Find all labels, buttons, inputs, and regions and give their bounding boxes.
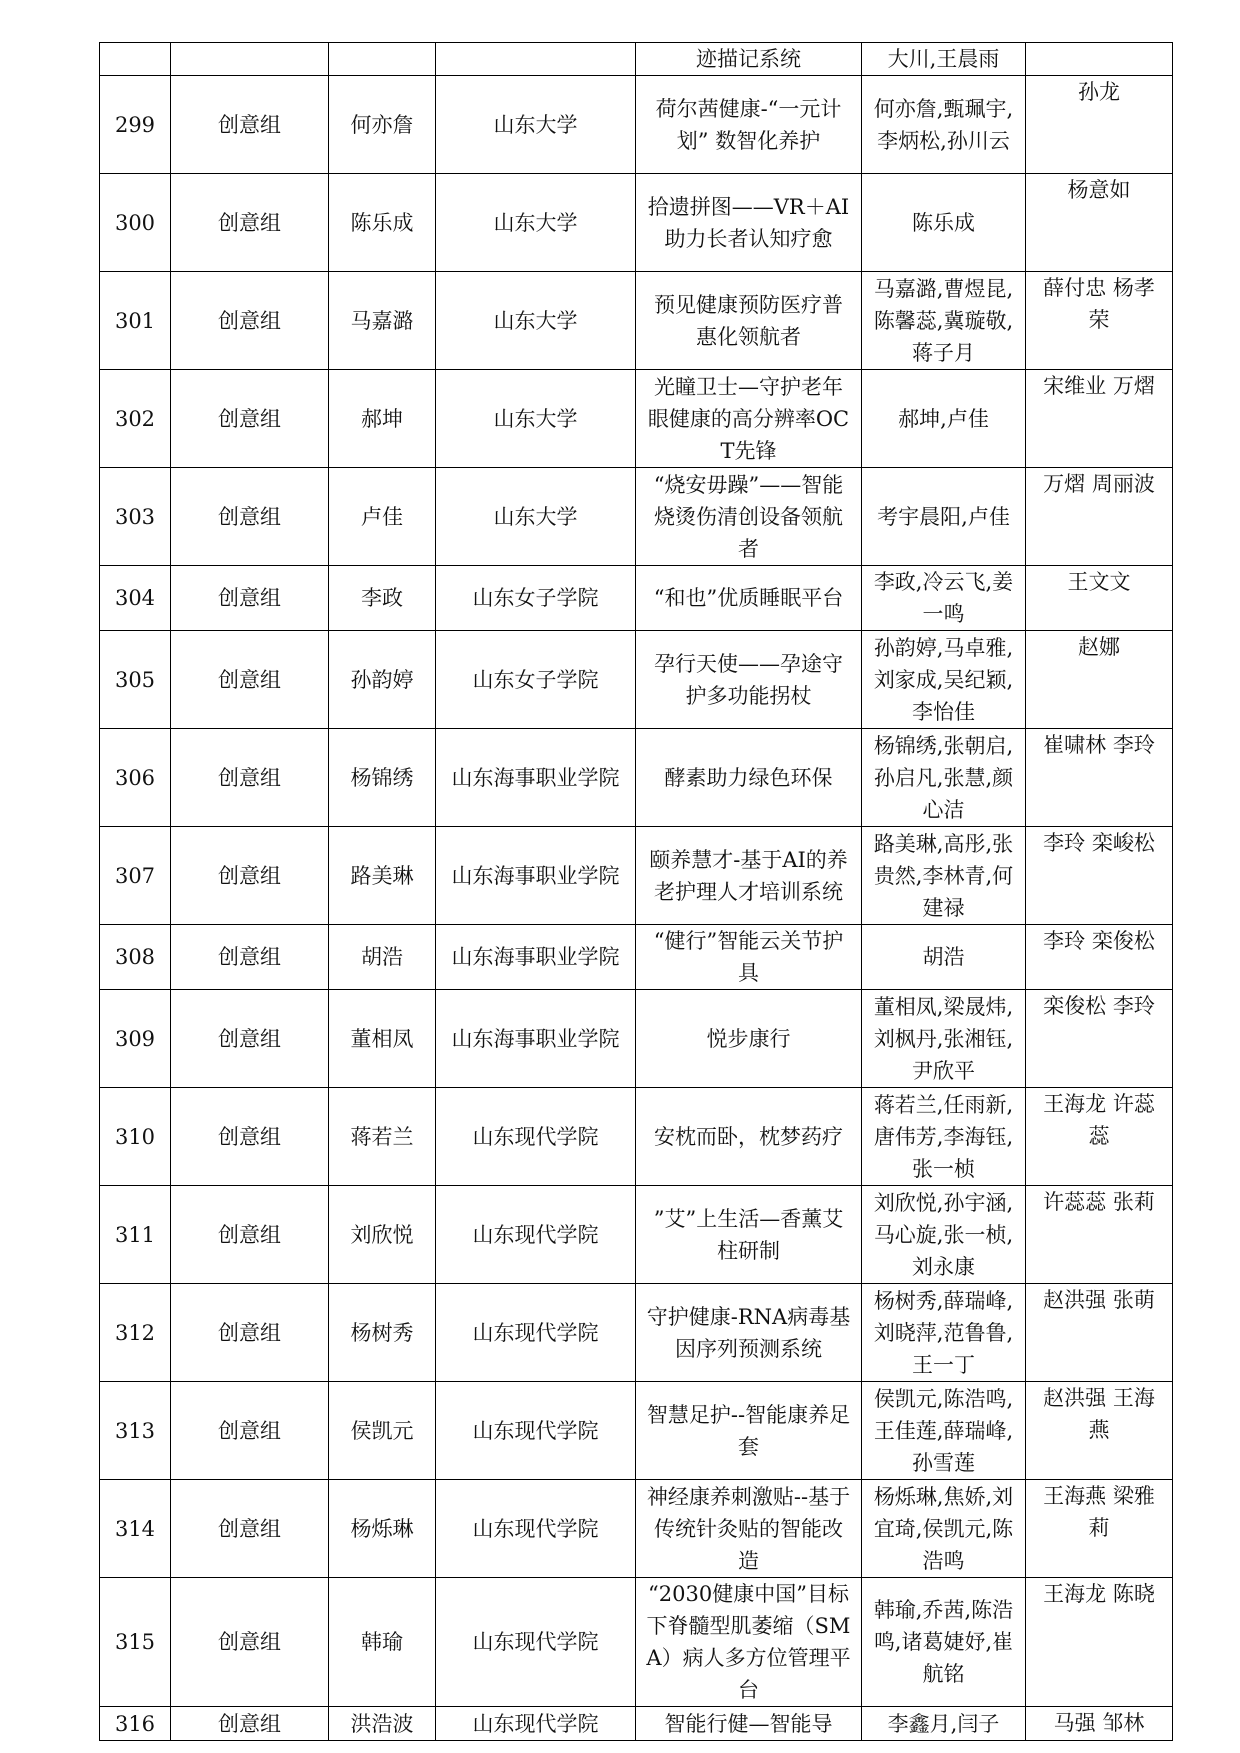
table-row [100, 1186, 1173, 1284]
cell-school: 山东现代学院 [436, 1382, 636, 1480]
cell-advisor: 李玲 栾俊松 [1026, 925, 1173, 990]
cell-project: 光瞳卫士—守护老年眼健康的高分辨率OCT先锋 [636, 370, 862, 468]
cell-school: 山东女子学院 [436, 566, 636, 631]
cell-leader: 孙韵婷 [329, 631, 436, 729]
cell-no: 304 [100, 566, 171, 631]
cell-school: 山东大学 [436, 174, 636, 272]
cell-group: 创意组 [171, 468, 329, 566]
table-row [100, 1284, 1173, 1382]
cell-school: 山东大学 [436, 468, 636, 566]
cell-leader: 刘欣悦 [329, 1186, 436, 1284]
cell-project: 迹描记系统 [636, 43, 862, 76]
cell-leader: 洪浩波 [329, 1707, 436, 1741]
cell-group: 创意组 [171, 925, 329, 990]
cell-leader: 陈乐成 [329, 174, 436, 272]
cell-no [100, 43, 171, 76]
cell-advisor: 李玲 栾峻松 [1026, 827, 1173, 925]
cell-group [171, 43, 329, 76]
cell-no: 306 [100, 729, 171, 827]
cell-no: 313 [100, 1382, 171, 1480]
cell-no: 307 [100, 827, 171, 925]
cell-project: 预见健康预防医疗普惠化领航者 [636, 272, 862, 370]
table-row-continued [100, 43, 1173, 76]
table-row [100, 566, 1173, 631]
cell-group: 创意组 [171, 1707, 329, 1741]
cell-members: 李政,冷云飞,姜一鸣 [862, 566, 1026, 631]
cell-project: “2030健康中国”目标下脊髓型肌萎缩（SMA）病人多方位管理平台 [636, 1578, 862, 1707]
cell-school: 山东现代学院 [436, 1578, 636, 1707]
cell-leader: 马嘉潞 [329, 272, 436, 370]
cell-group: 创意组 [171, 990, 329, 1088]
cell-project: 守护健康-RNA病毒基因序列预测系统 [636, 1284, 862, 1382]
cell-no: 308 [100, 925, 171, 990]
cell-project: 神经康养刺激贴--基于传统针灸贴的智能改造 [636, 1480, 862, 1578]
cell-group: 创意组 [171, 1284, 329, 1382]
cell-school: 山东现代学院 [436, 1480, 636, 1578]
cell-leader: 胡浩 [329, 925, 436, 990]
cell-advisor: 孙龙 [1026, 76, 1173, 174]
cell-no: 314 [100, 1480, 171, 1578]
cell-group: 创意组 [171, 827, 329, 925]
cell-no: 315 [100, 1578, 171, 1707]
cell-members: 杨烁琳,焦娇,刘宜琦,侯凯元,陈浩鸣 [862, 1480, 1026, 1578]
cell-project: 悦步康行 [636, 990, 862, 1088]
cell-no: 310 [100, 1088, 171, 1186]
cell-school: 山东大学 [436, 272, 636, 370]
cell-advisor: 赵洪强 王海燕 [1026, 1382, 1173, 1480]
cell-school: 山东大学 [436, 370, 636, 468]
cell-school: 山东现代学院 [436, 1707, 636, 1741]
cell-members: 蒋若兰,任雨新,唐伟芳,李海钰,张一桢 [862, 1088, 1026, 1186]
cell-advisor: 崔啸林 李玲 [1026, 729, 1173, 827]
cell-members: 刘欣悦,孙宇涵,马心旋,张一桢,刘永康 [862, 1186, 1026, 1284]
cell-school [436, 43, 636, 76]
cell-school: 山东海事职业学院 [436, 925, 636, 990]
cell-advisor [1026, 43, 1173, 76]
cell-school: 山东海事职业学院 [436, 827, 636, 925]
cell-group: 创意组 [171, 370, 329, 468]
cell-project: 孕行天使——孕途守护多功能拐杖 [636, 631, 862, 729]
cell-no: 302 [100, 370, 171, 468]
cell-advisor: 宋维业 万熠 [1026, 370, 1173, 468]
cell-leader: 路美琳 [329, 827, 436, 925]
cell-advisor: 赵娜 [1026, 631, 1173, 729]
table-row [100, 729, 1173, 827]
cell-leader: 蒋若兰 [329, 1088, 436, 1186]
cell-group: 创意组 [171, 1382, 329, 1480]
cell-school: 山东现代学院 [436, 1088, 636, 1186]
cell-members: 杨锦绣,张朝启,孙启凡,张慧,颜心洁 [862, 729, 1026, 827]
cell-leader: 卢佳 [329, 468, 436, 566]
cell-group: 创意组 [171, 76, 329, 174]
table-row [100, 925, 1173, 990]
cell-members: 大川,王晨雨 [862, 43, 1026, 76]
cell-advisor: 王文文 [1026, 566, 1173, 631]
table-body [100, 43, 1173, 1741]
cell-project: “烧安毋躁”——智能烧烫伤清创设备领航者 [636, 468, 862, 566]
cell-members: 李鑫月,闫子 [862, 1707, 1026, 1741]
cell-no: 301 [100, 272, 171, 370]
cell-leader: 杨烁琳 [329, 1480, 436, 1578]
cell-advisor: 王海龙 陈晓 [1026, 1578, 1173, 1707]
cell-members: 胡浩 [862, 925, 1026, 990]
table-row [100, 1578, 1173, 1707]
cell-advisor: 赵洪强 张萌 [1026, 1284, 1173, 1382]
cell-members: 考宇晨阳,卢佳 [862, 468, 1026, 566]
cell-advisor: 许蕊蕊 张莉 [1026, 1186, 1173, 1284]
table-row [100, 272, 1173, 370]
cell-project: 酵素助力绿色环保 [636, 729, 862, 827]
table-row [100, 1382, 1173, 1480]
table-row [100, 174, 1173, 272]
cell-no: 312 [100, 1284, 171, 1382]
cell-advisor: 王海燕 梁雅莉 [1026, 1480, 1173, 1578]
cell-leader: 侯凯元 [329, 1382, 436, 1480]
cell-leader: 何亦詹 [329, 76, 436, 174]
cell-no: 309 [100, 990, 171, 1088]
cell-project: 智能行健—智能导 [636, 1707, 862, 1741]
cell-group: 创意组 [171, 1480, 329, 1578]
cell-no: 300 [100, 174, 171, 272]
cell-leader: 李政 [329, 566, 436, 631]
cell-leader: 杨锦绣 [329, 729, 436, 827]
cell-group: 创意组 [171, 174, 329, 272]
cell-members: 马嘉潞,曹煜昆,陈馨蕊,冀璇敬,蒋子月 [862, 272, 1026, 370]
cell-no: 316 [100, 1707, 171, 1741]
cell-project: ”艾”上生活—香薰艾柱研制 [636, 1186, 862, 1284]
cell-advisor: 万熠 周丽波 [1026, 468, 1173, 566]
cell-group: 创意组 [171, 566, 329, 631]
cell-school: 山东海事职业学院 [436, 729, 636, 827]
cell-members: 郝坤,卢佳 [862, 370, 1026, 468]
cell-project: 拾遗拼图——VR＋AI助力长者认知疗愈 [636, 174, 862, 272]
cell-advisor: 王海龙 许蕊蕊 [1026, 1088, 1173, 1186]
cell-group: 创意组 [171, 1186, 329, 1284]
cell-members: 杨树秀,薛瑞峰,刘晓萍,范鲁鲁,王一丁 [862, 1284, 1026, 1382]
cell-group: 创意组 [171, 729, 329, 827]
cell-leader: 韩瑜 [329, 1578, 436, 1707]
cell-school: 山东大学 [436, 76, 636, 174]
cell-no: 311 [100, 1186, 171, 1284]
cell-school: 山东女子学院 [436, 631, 636, 729]
cell-group: 创意组 [171, 1578, 329, 1707]
cell-project: 荷尔茜健康-“一元计划” 数智化养护 [636, 76, 862, 174]
cell-leader: 杨树秀 [329, 1284, 436, 1382]
cell-members: 侯凯元,陈浩鸣,王佳莲,薛瑞峰,孙雪莲 [862, 1382, 1026, 1480]
cell-members: 董相凤,梁晟炜,刘枫丹,张湘钰,尹欣平 [862, 990, 1026, 1088]
cell-advisor: 薛付忠 杨孝荣 [1026, 272, 1173, 370]
cell-members: 何亦詹,甄珮宇,李炳松,孙川云 [862, 76, 1026, 174]
cell-advisor: 杨意如 [1026, 174, 1173, 272]
table-row [100, 1480, 1173, 1578]
cell-leader: 郝坤 [329, 370, 436, 468]
cell-school: 山东海事职业学院 [436, 990, 636, 1088]
cell-project: “和也”优质睡眠平台 [636, 566, 862, 631]
cell-project: “健行”智能云关节护具 [636, 925, 862, 990]
cell-no: 303 [100, 468, 171, 566]
cell-project: 智慧足护--智能康养足套 [636, 1382, 862, 1480]
table-row [100, 468, 1173, 566]
table-row [100, 990, 1173, 1088]
cell-leader: 董相凤 [329, 990, 436, 1088]
cell-members: 孙韵婷,马卓雅,刘家成,吴纪颖,李怡佳 [862, 631, 1026, 729]
table-row [100, 76, 1173, 174]
table-row [100, 827, 1173, 925]
cell-group: 创意组 [171, 1088, 329, 1186]
table-row [100, 370, 1173, 468]
table-row [100, 1088, 1173, 1186]
cell-members: 陈乐成 [862, 174, 1026, 272]
cell-group: 创意组 [171, 272, 329, 370]
cell-no: 305 [100, 631, 171, 729]
cell-no: 299 [100, 76, 171, 174]
table-row [100, 631, 1173, 729]
cell-leader [329, 43, 436, 76]
cell-advisor: 马强 邹林 [1026, 1707, 1173, 1741]
cell-members: 路美琳,高彤,张贵然,李林青,何建禄 [862, 827, 1026, 925]
cell-members: 韩瑜,乔茜,陈浩鸣,诸葛婕妤,崔航铭 [862, 1578, 1026, 1707]
cell-group: 创意组 [171, 631, 329, 729]
cell-project: 安枕而卧，枕梦药疗 [636, 1088, 862, 1186]
table-row [100, 1707, 1173, 1741]
cell-advisor: 栾俊松 李玲 [1026, 990, 1173, 1088]
cell-project: 颐养慧才-基于AI的养老护理人才培训系统 [636, 827, 862, 925]
cell-school: 山东现代学院 [436, 1186, 636, 1284]
data-table [99, 42, 1173, 1741]
cell-school: 山东现代学院 [436, 1284, 636, 1382]
